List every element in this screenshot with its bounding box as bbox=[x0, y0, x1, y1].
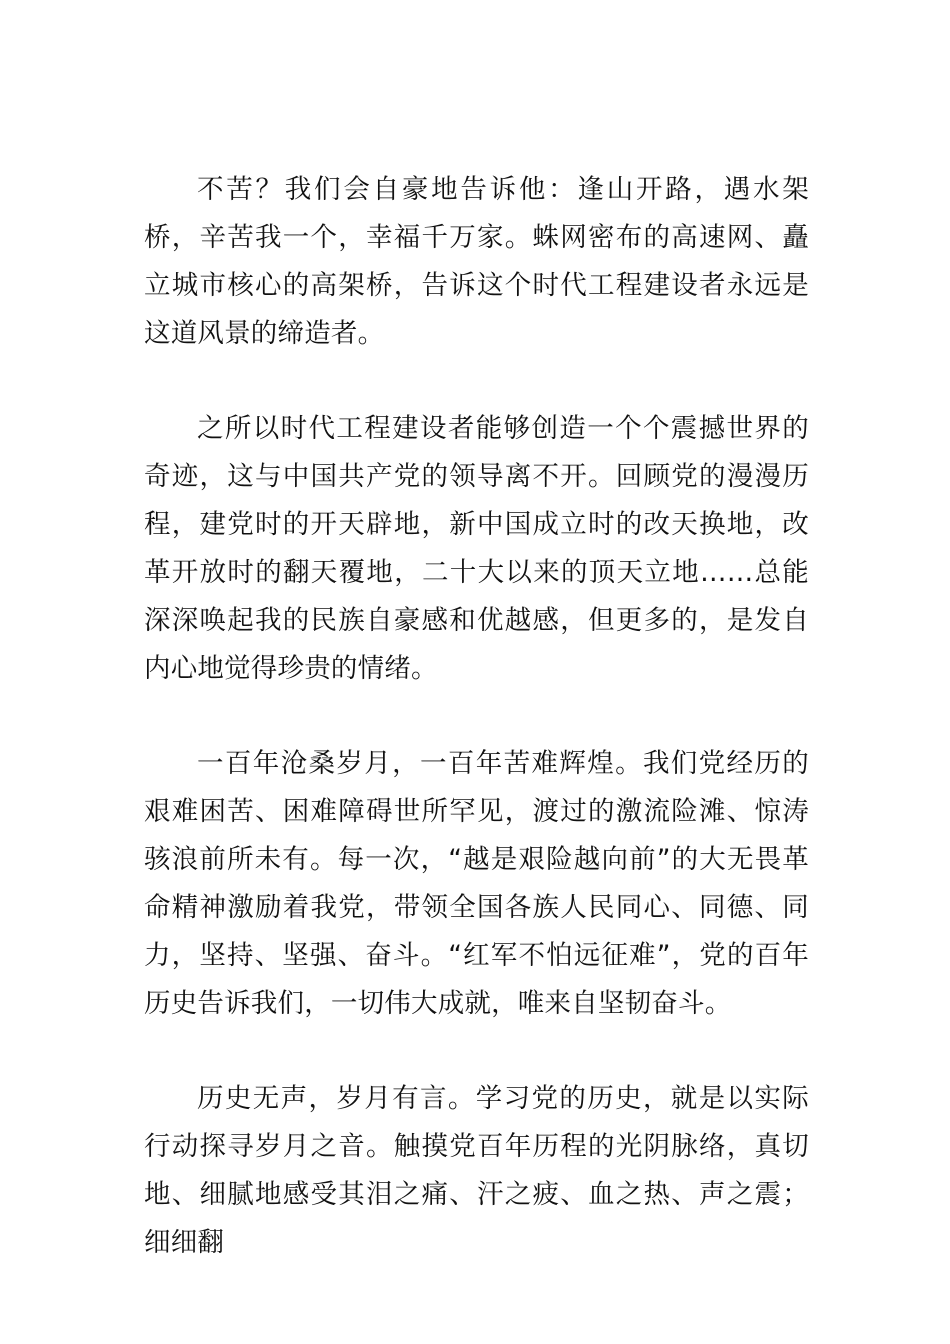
paragraph-4: 历史无声，岁月有言。学习党的历史，就是以实际行动探寻岁月之音。触摸党百年历程的光阴脉络，真切地、细腻地感受其泪之痛、汗之疲、血之热、声之震；细细翻 bbox=[144, 1083, 809, 1258]
document-body bbox=[144, 166, 809, 1314]
paragraph-2: 之所以时代工程建设者能够创造一个个震撼世界的奇迹，这与中国共产党的领导离不开。回顾党的漫漫历程，建党时的开天辟地，新中国成立时的改天换地，改革开放时的翻天覆地，二十大以来的顶天立地……总能深深唤起我的民族自豪感和优越感，但更多的，是发自内心地觉得珍贵的情绪。 bbox=[144, 413, 809, 684]
paragraph-3: 一百年沧桑岁月，一百年苦难辉煌。我们党经历的艰难困苦、困难障碍世所罕见，渡过的激流险滩、惊涛骇浪前所未有。每一次，“越是艰险越向前”的大无畏革命精神激励着我党，带领全国各族人民同心、同德、同力，坚持、坚强、奋斗。“红军不怕远征难”，党的百年历史告诉我们，一切伟大成就，唯来自坚韧奋斗。 bbox=[144, 748, 809, 1019]
paragraph-1: 不苦？我们会自豪地告诉他：逢山开路，遇水架桥，辛苦我一个，幸福千万家。蛛网密布的高速网、矗立城市核心的高架桥，告诉这个时代工程建设者永远是这道风景的缔造者。 bbox=[144, 174, 809, 349]
